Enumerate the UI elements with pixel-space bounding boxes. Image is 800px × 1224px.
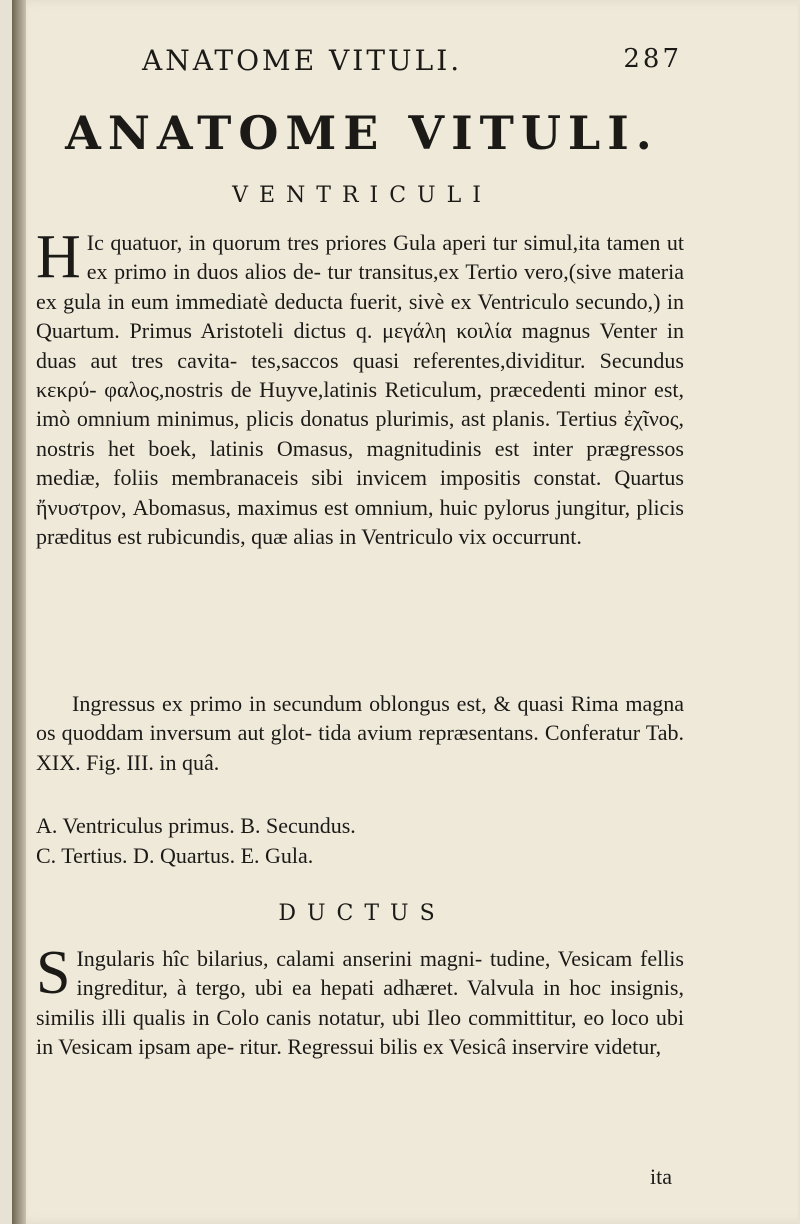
page-title: ANATOME VITULI. <box>65 106 659 160</box>
paragraph-ingressus: Ingressus ex primo in secundum oblongus est, & quasi Rima magna os quoddam inversum aut glot- tida avium repræsentans. Conferatur Tab. XIX. Fig. III. in quâ. <box>36 691 684 775</box>
book-page <box>12 0 798 1224</box>
running-header <box>142 44 682 84</box>
drop-cap: H <box>36 223 81 291</box>
page-number: 287 <box>623 44 682 74</box>
book-spine-shadow <box>12 0 26 1224</box>
figure-legend-line: A. Ventriculus primus. B. Secundus. <box>36 813 356 838</box>
section-heading-ventriculi: VENTRICULI <box>232 183 492 208</box>
section-heading-ductus: DUCTUS <box>278 901 446 926</box>
paragraph-text: Ingularis hîc bilarius, calami anserini magni- tudine, Vesicam fellis ingreditur, à tergo, ubi ea hepati adhæret. Valvula in hoc insignis, similis illi qualis in Colo canis notatur, ubi Ileo committitur, eo loco ubi in Vesicam ipsam ape- ritur. Regressui bilis ex Vesicâ inservire videtur, <box>36 946 684 1060</box>
catchword: ita <box>650 1164 672 1189</box>
paragraph-ductus <box>36 939 684 1062</box>
drop-cap: S <box>36 939 71 1007</box>
paragraph-text: Ic quatuor, in quorum tres priores Gula aperi tur simul,ita tamen ut ex primo in duos alios de- tur transitus,ex Tertio vero,(sive materia ex gula in eum immediatè deducta fuerit, sivè ex Ventriculo secundo,) in Quartum. Primus Aristoteli dictus q. μεγάλη κοιλία magnus Venter in duas aut tres cavita- tes,saccos quasi referentes,dividitur. Secundus κεκρύ- φαλος,nostris de Huyve,latinis Reticulum, præcedenti minor est, imò omnium minimus, plicis donatus plurimis, ast planis. Tertius ἐχῖνος, nostris het boek, latinis Omasus, magnitudinis est inter prægressos mediæ, foliis membranaceis sibi invicem impositis constat. Quartus ἤνυστρον, Abomasus, maximus est omnium, huic pylorus jungitur, plicis præditus est rubicundis, quæ alias in Ventriculo vix occurrunt. <box>36 230 684 550</box>
running-title: ANATOME VITULI. <box>142 44 463 77</box>
figure-legend-line: C. Tertius. D. Quartus. E. Gula. <box>36 843 314 868</box>
paragraph-ventriculi <box>36 223 684 551</box>
